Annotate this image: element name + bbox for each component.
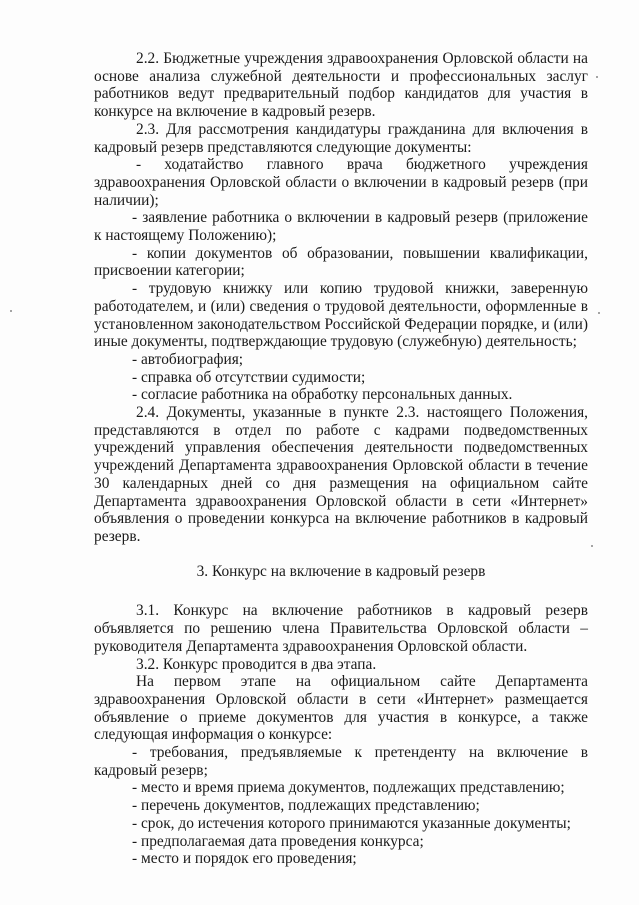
list-item-consent: - согласие работника на обработку персональных данных. [132,386,513,404]
document-body [94,50,588,868]
list-item-criminal-record: - справка об отсутствии судимости; [132,368,366,386]
scan-speck [10,310,12,312]
paragraph-3-1: 3.1. Конкурс на включение работников в кадровый резерв объявляется по решению члена Правительства Орловской области – руководителя Департамента здравоохранения Орловской области. [94,602,588,655]
list-item-work-record: - трудовую книжку или копию трудовой книжки, заверенную работодателем, и (или) сведения о трудовой деятельности, оформленные в установленном законодательством Российской Федерации порядке, и (или) иные документы, подтверждающие трудовую (служебную) деятельность; [94,280,588,351]
section-heading: 3. Конкурс на включение в кадровый резерв [196,562,486,580]
scan-speck [596,76,598,78]
paragraph-2-4: 2.4. Документы, указанные в пункте 2.3. настоящего Положения, представляются в отдел по работе с кадрами подведомственных учреждений управления обеспечения деятельности подведомственных учреждений Департамента здравоохранения Орловской области в течение 30 календарных дней со дня размещения на официальном сайте Департамента здравоохранения Орловской области в сети «Интернет» объявления о проведении конкурса на включение работников в кадровый резерв. [94,404,588,545]
list-item-autobiography: - автобиография; [132,350,244,368]
list-item-application: - заявление работника о включении в кадровый резерв (приложение к настоящему Положению); [94,209,588,245]
paragraph-2-3: 2.3. Для рассмотрения кандидатуры гражданина для включения в кадровый резерв представляются следующие документы: [94,120,588,156]
list-item-place-time: - место и время приема документов, подлежащих представлению; [132,779,565,797]
list-item-education-copies: - копии документов об образовании, повышении квалификации, присвоении категории; [94,244,588,280]
paragraph-3-2: 3.2. Конкурс проводится в два этапа. [136,655,377,673]
paragraph-2-2: 2.2. Бюджетные учреждения здравоохранения Орловской области на основе анализа служебной деятельности и профессиональных заслуг работников ведут предварительный подбор кандидатов для участия в конкурсе на включение в кадровый резерв. [94,50,588,121]
list-item-petition: - ходатайство главного врача бюджетного учреждения здравоохранения Орловской области о включении в кадровый резерв (при наличии); [94,156,588,209]
list-item-deadline: - срок, до истечения которого принимаются указанные документы; [132,814,571,832]
list-item-requirements: - требования, предъявляемые к претенденту на включение в кадровый резерв; [94,744,588,779]
list-item-place-procedure: - место и порядок его проведения; [132,850,357,868]
scan-speck [598,312,600,314]
paragraph-first-stage: На первом этапе на официальном сайте Департамента здравоохранения Орловской области в сети «Интернет» размещается объявление о приеме документов для участия в конкурсе, а также следующая информация о конкурсе: [94,673,588,744]
list-item-contest-date: - предполагаемая дата проведения конкурса; [132,832,424,850]
list-item-document-list: - перечень документов, подлежащих представлению; [132,797,480,815]
scan-speck [591,545,593,547]
